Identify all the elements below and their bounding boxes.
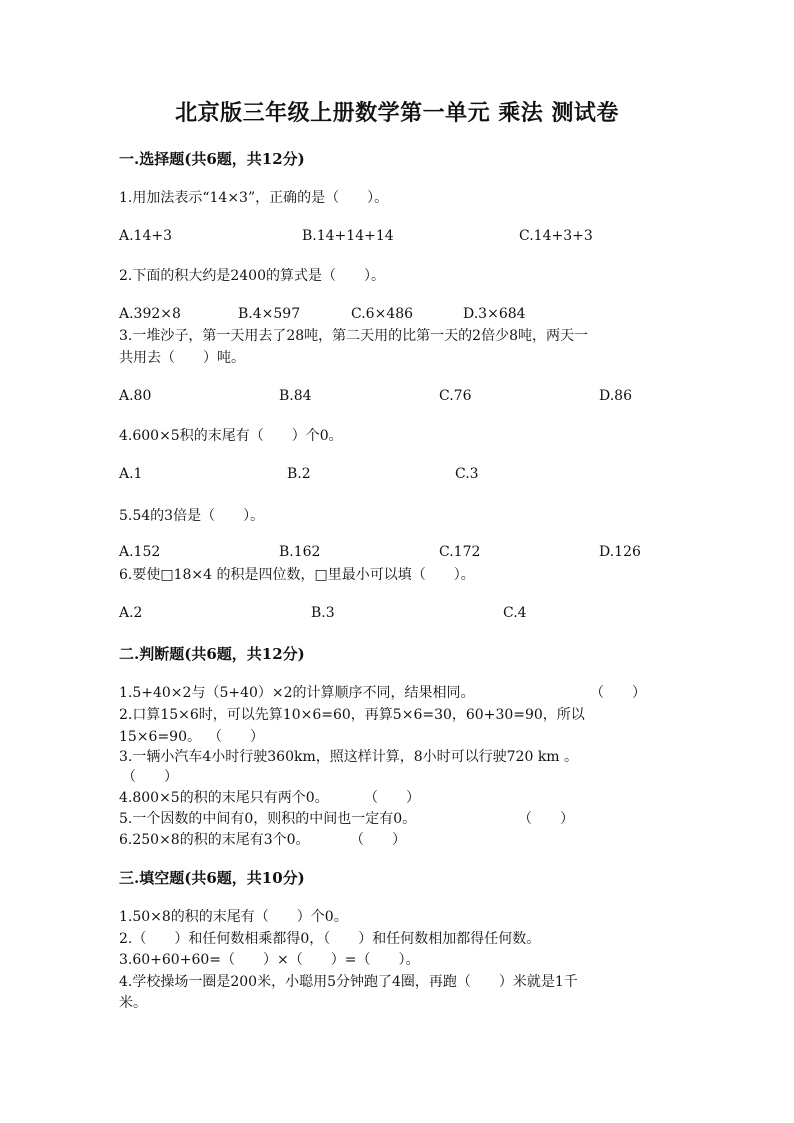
- q6-option-b: B.3: [311, 605, 335, 621]
- question-2-text: 2.下面的积大约是2400的算式是（ ）。: [119, 268, 385, 284]
- judge-6-paren: （ ）: [350, 832, 406, 848]
- fill-item-2: 2.（ ）和任何数相乘都得0，（ ）和任何数相加都得任何数。: [119, 931, 541, 947]
- q4-option-b: B.2: [287, 466, 311, 482]
- q5-option-d: D.126: [599, 544, 641, 560]
- q2-option-c: C.6×486: [351, 306, 414, 322]
- question-3-text-line1: 3.一堆沙子，第一天用去了28吨，第二天用的比第一天的2倍少8吨，两天一: [119, 328, 588, 344]
- judge-item-2-cont: 15×6=90。: [119, 729, 201, 745]
- judge-item-3: 3.一辆小汽车4小时行驶360km，照这样计算，8小时可以行驶720 km 。: [119, 749, 579, 765]
- q6-option-c: C.4: [503, 605, 527, 621]
- q2-option-a: A.392×8: [119, 306, 181, 322]
- fill-item-4-cont: 米。: [119, 995, 147, 1011]
- q5-option-c: C.172: [439, 544, 481, 560]
- question-4-text: 4.600×5积的末尾有（ ）个0。: [119, 428, 343, 444]
- question-1-text: 1.用加法表示“14×3”，正确的是（ ）。: [119, 190, 389, 206]
- fill-item-4: 4.学校操场一圈是200米，小聪用5分钟跑了4圈，再跑（ ）米就是1千: [119, 974, 578, 990]
- judge-item-5: 5.一个因数的中间有0，则积的中间也一定有0。: [119, 811, 417, 827]
- judge-item-6: 6.250×8的积的末尾有3个0。: [119, 832, 310, 848]
- section-heading-fill: 三.填空题(共6题，共10分): [119, 869, 305, 887]
- judge-item-1: 1.5+40×2与（5+40）×2的计算顺序不同，结果相同。: [119, 685, 475, 701]
- question-3-text-line2: 共用去（ ）吨。: [119, 350, 245, 366]
- q1-option-b: B.14+14+14: [302, 228, 394, 244]
- fill-item-3: 3.60+60+60=（ ）×（ ）=（ ）。: [119, 952, 420, 968]
- judge-1-paren: （ ）: [590, 685, 646, 701]
- judge-4-paren: （ ）: [364, 790, 420, 806]
- q2-option-d: D.3×684: [463, 306, 526, 322]
- q3-option-c: C.76: [439, 388, 472, 404]
- fill-item-1: 1.50×8的积的末尾有（ ）个0。: [119, 909, 348, 925]
- judge-2-paren: （ ）: [208, 729, 264, 745]
- q3-option-b: B.84: [279, 388, 312, 404]
- question-5-text: 5.54的3倍是（ ）。: [119, 508, 265, 524]
- q1-option-c: C.14+3+3: [519, 228, 593, 244]
- q4-option-a: A.1: [119, 466, 143, 482]
- section-heading-choice: 一.选择题(共6题，共12分): [119, 150, 305, 168]
- page-title: 北京版三年级上册数学第一单元 乘法 测试卷: [175, 100, 619, 126]
- q3-option-a: A.80: [119, 388, 152, 404]
- q2-option-b: B.4×597: [238, 306, 301, 322]
- q3-option-d: D.86: [599, 388, 632, 404]
- judge-3-paren: （ ）: [122, 769, 178, 785]
- q5-option-b: B.162: [279, 544, 321, 560]
- judge-item-4: 4.800×5的积的末尾只有两个0。: [119, 790, 329, 806]
- judge-item-2: 2.口算15×6时，可以先算10×6=60，再算5×6=30，60+30=90，所以: [119, 707, 585, 723]
- question-6-text: 6.要使□18×4 的积是四位数，□里最小可以填（ ）。: [119, 567, 475, 583]
- q4-option-c: C.3: [455, 466, 479, 482]
- judge-5-paren: （ ）: [518, 811, 574, 827]
- q5-option-a: A.152: [119, 544, 161, 560]
- q6-option-a: A.2: [119, 605, 143, 621]
- q1-option-a: A.14+3: [119, 228, 173, 244]
- section-heading-judge: 二.判断题(共6题，共12分): [119, 645, 305, 663]
